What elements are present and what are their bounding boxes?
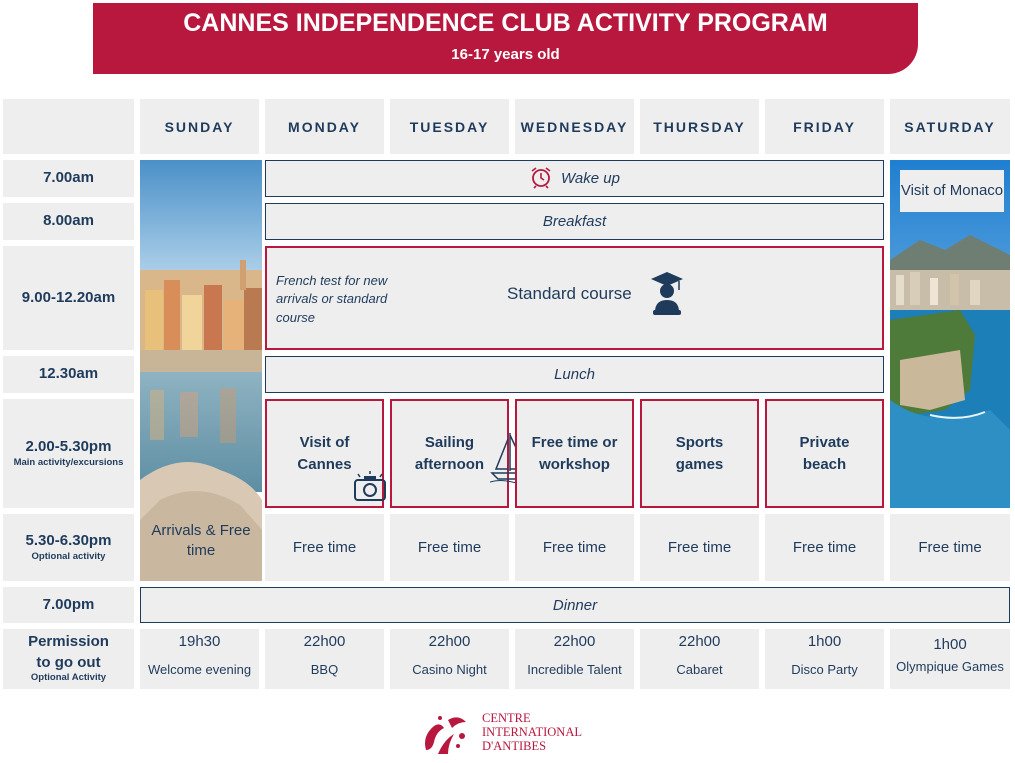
sunday-arrivals: Arrivals & Free time: [151, 521, 251, 559]
free-time-monday: Free time: [265, 514, 384, 581]
evening-time: 19h30: [178, 633, 221, 650]
time-permission: [3, 629, 134, 689]
time-course: [3, 246, 134, 350]
day-header-saturday: SATURDAY: [890, 99, 1010, 154]
saturday-visit: Visit of Monaco: [900, 170, 1004, 212]
activity-label: Free time or: [531, 433, 618, 451]
activity-thursday: [640, 399, 759, 508]
evening-event: Olympique Games: [896, 659, 1004, 674]
dinner-bar: Dinner: [140, 587, 1010, 623]
free-time-wednesday: Free time: [515, 514, 634, 581]
day-header-friday: FRIDAY: [765, 99, 884, 154]
evening-sunday: [140, 629, 259, 689]
time-breakfast: [3, 203, 134, 240]
activity-label: Private: [799, 433, 850, 451]
logo-text: CENTRE: [482, 711, 531, 725]
evening-saturday: [890, 629, 1010, 689]
time-label: Permission: [28, 633, 109, 651]
wake-up-bar: [265, 160, 884, 197]
activity-friday: [765, 399, 884, 508]
day-header-tuesday: TUESDAY: [390, 99, 509, 154]
breakfast-bar: Breakfast: [265, 203, 884, 240]
activity-label: workshop: [539, 455, 610, 473]
evening-time: 1h00: [807, 633, 842, 650]
time-label: 8.00am: [43, 212, 94, 230]
activity-tuesday: [390, 399, 509, 508]
evening-time: 22h00: [428, 633, 471, 650]
activity-monday: [265, 399, 384, 508]
evening-monday: [265, 629, 384, 689]
time-main: [3, 399, 134, 508]
evening-wednesday: [515, 629, 634, 689]
time-label: 7.00pm: [42, 595, 95, 613]
corner-cell: [3, 99, 134, 154]
activity-label: afternoon: [414, 455, 485, 473]
day-header-thursday: THURSDAY: [640, 99, 759, 154]
day-header-wednesday: WEDNESDAY: [515, 99, 634, 154]
activity-label: Cannes: [297, 455, 352, 473]
evening-event: BBQ: [310, 662, 339, 677]
free-time-friday: Free time: [765, 514, 884, 581]
camera-icon: [353, 471, 387, 512]
activity-label: Visit of: [299, 433, 350, 451]
time-label: 2.00-5.30pm: [25, 438, 112, 456]
time-label: 7.00am: [43, 169, 94, 187]
time-label: 9.00-12.20am: [21, 288, 116, 306]
lunch-bar: Lunch: [265, 356, 884, 393]
time-dinner: [3, 587, 134, 623]
time-label: 12.30am: [38, 365, 99, 383]
evening-friday: [765, 629, 884, 689]
time-lunch: [3, 356, 134, 393]
saturday-photo: [890, 160, 1010, 508]
time-wake: [3, 160, 134, 197]
evening-event: Disco Party: [791, 662, 858, 677]
time-sublabel: Main activity/excursions: [13, 456, 124, 468]
logo-text: INTERNATIONAL: [482, 724, 582, 739]
activity-label: beach: [802, 455, 847, 473]
graduate-icon: [649, 270, 685, 321]
evening-time: 22h00: [553, 633, 596, 650]
time-sublabel: Optional Activity: [30, 672, 107, 684]
cia-logo: [418, 708, 598, 758]
evening-time: 22h00: [678, 633, 721, 650]
wake-up-label: Wake up: [561, 170, 620, 187]
evening-tuesday: [390, 629, 509, 689]
activity-label: games: [675, 455, 724, 473]
time-sublabel: Optional activity: [31, 550, 106, 562]
course-block: [265, 246, 884, 350]
time-label: to go out: [36, 653, 101, 671]
time-optional: [3, 514, 134, 581]
activity-wednesday: [515, 399, 634, 508]
activity-label: Sailing: [424, 433, 475, 451]
evening-event: Casino Night: [412, 662, 487, 677]
evening-event: Incredible Talent: [527, 662, 622, 677]
alarm-clock-icon: [529, 165, 553, 193]
day-header-sunday: SUNDAY: [140, 99, 259, 154]
time-label: 5.30-6.30pm: [25, 532, 112, 550]
page-subtitle: 16-17 years old: [451, 46, 560, 63]
evening-event: Cabaret: [676, 662, 723, 677]
free-time-tuesday: Free time: [390, 514, 509, 581]
free-time-thursday: Free time: [640, 514, 759, 581]
standard-course-label: Standard course: [507, 284, 632, 303]
evening-event: Welcome evening: [147, 662, 252, 677]
title-banner: [93, 3, 918, 74]
french-test-note: French test for new arrivals or standard course: [276, 273, 388, 325]
day-header-monday: MONDAY: [265, 99, 384, 154]
evening-time: 22h00: [303, 633, 346, 650]
evening-thursday: [640, 629, 759, 689]
page-title: CANNES INDEPENDENCE CLUB ACTIVITY PROGRAM: [183, 9, 828, 37]
evening-time: 1h00: [933, 636, 967, 653]
free-time-saturday: Free time: [890, 514, 1010, 581]
activity-label: Sports: [675, 433, 724, 451]
cia-logo-mark-icon: [418, 710, 476, 763]
logo-text: D'ANTIBES: [482, 738, 547, 753]
